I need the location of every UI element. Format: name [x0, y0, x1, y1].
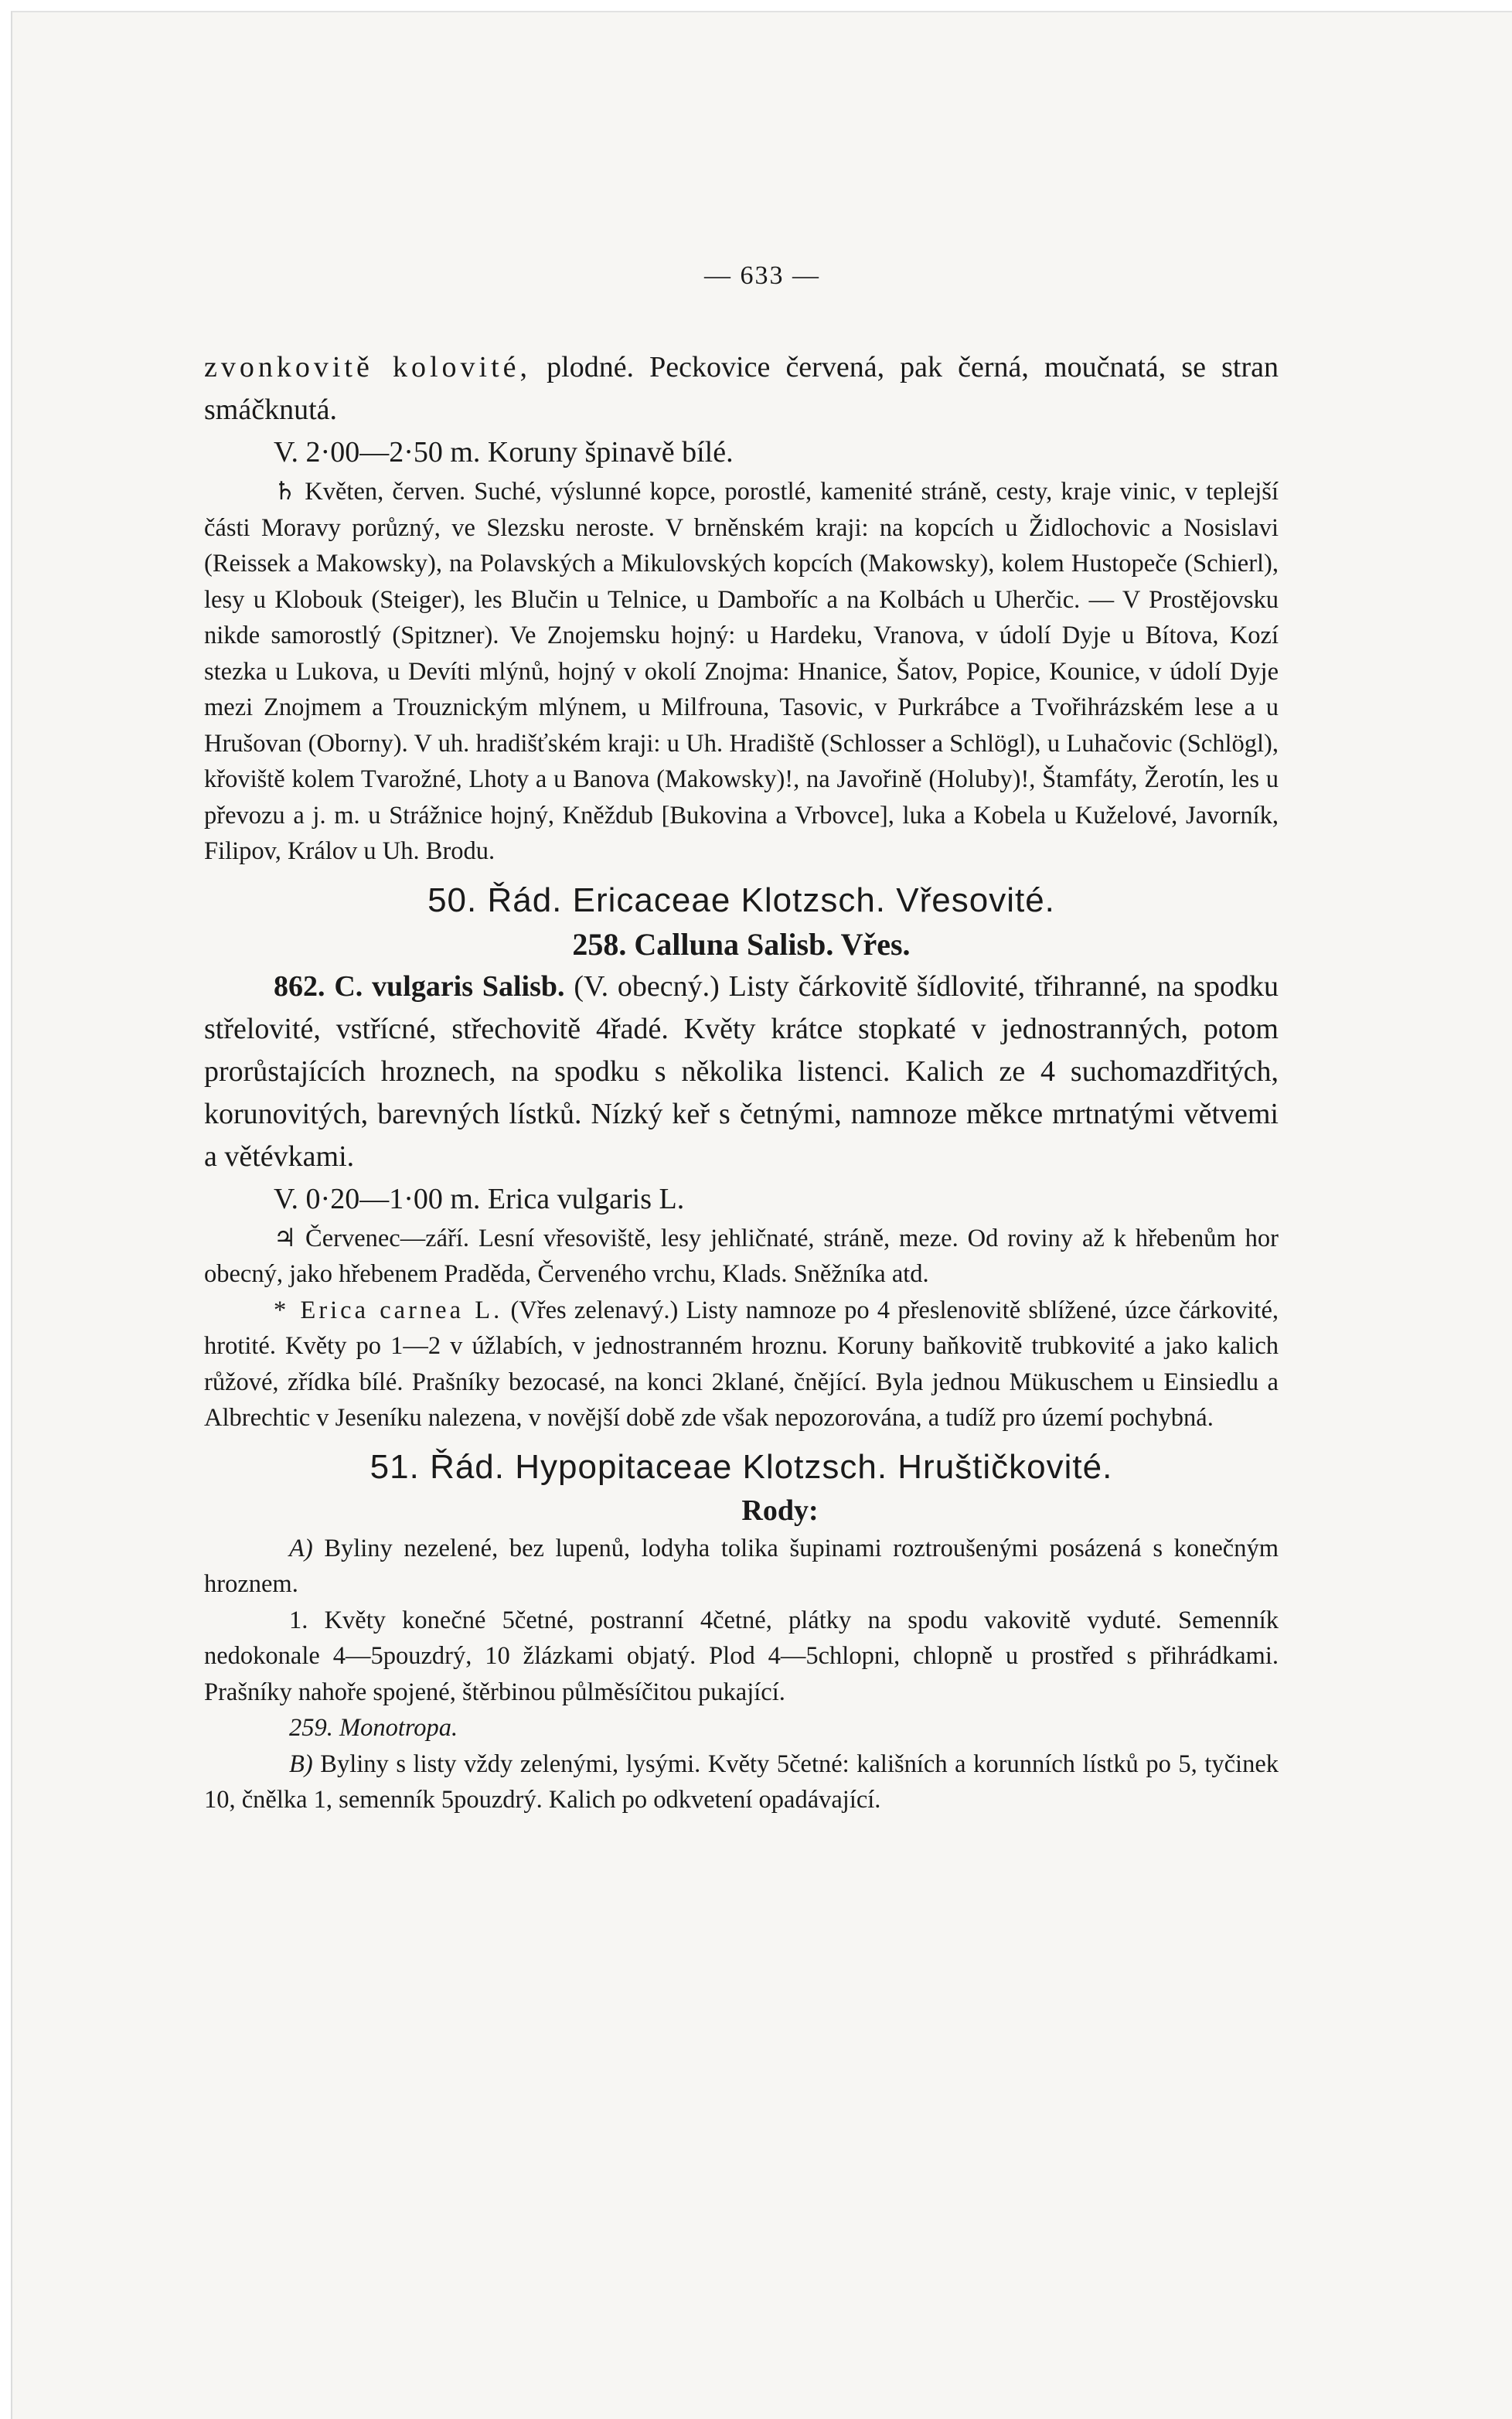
key-a-text: Byliny nezelené, bez lupenů, lodyha tolika šupinami roztroušenými posázená s konečným hroznem.: [204, 1534, 1279, 1598]
spaced-text: zvonkovitě kolovité,: [204, 351, 532, 383]
species-description: (V. obecný.) Listy čárkovitě šídlovité, třihranné, na spodku střelovité, vstřícné, střechovitě 4řadé. Květy krátce stopkaté v jednostranných, potom prorůstajících hroznech, na spodku s několika listenci. Kalich ze 4 suchomazdřitých, korunovitých, barevných lístků. Nízký keř s četnými, namnoze měkce mrtnatými větvemi a větévkami.: [204, 969, 1279, 1173]
page-content: [204, 346, 1279, 1818]
key-b: [204, 1746, 1279, 1818]
rody-heading: Rody:: [741, 1494, 819, 1527]
key-a: [204, 1531, 1279, 1603]
species-862: [204, 966, 1279, 1178]
erica-name: * Erica carnea L.: [274, 1296, 503, 1324]
paragraph-size: V. 2·00—2·50 m. Koruny špinavě bílé.: [274, 436, 734, 468]
paragraph-text: plodné. Peckovice červená, pak černá, moučnatá, se stran smáčknutá.: [204, 351, 1279, 426]
key-1: [204, 1603, 1279, 1746]
paragraph-distribution: ♄ Květen, červen. Suché, výslunné kopce, porostlé, kamenité stráně, cesty, kraje vinic, v teplejší části Moravy porůzný, ve Slezsku neroste. V brněnském kraji: na kopcích u Židlochovic a Nosislavi (Reissek a Makowsky), na Polavských a Mikulovských kopcích (Makowsky), kolem Hustopeče (Schierl), lesy u Klobouk (Steiger), les Blučin u Telnice, u Damboříc a na Kolbách u Uherčic. — V Prostějovsku nikde samorostlý (Spitzner). Ve Znojemsku hojný: u Hardeku, Vranova, v údolí Dyje u Bítova, Kozí stezka u Lukova, u Devíti mlýnů, hojný v okolí Znojma: Hnanice, Šatov, Popice, Kounice, v údolí Dyje mezi Znojmem a Trouznickým mlýnem, u Milfrouna, Tasovic, v Purkrábce a Tvořihrázském lese a u Hrušovan (Oborny). V uh. hradišťském kraji: u Uh. Hradiště (Schlosser a Schlögl), u Luhačovic (Schlögl), křoviště kolem Tvarožné, Lhoty a u Banova (Makowsky)!, na Javořině (Holuby)!, Štamfáty, Žerotín, les u převozu a j. m. u Strážnice hojný, Kněždub [Bukovina a Vrbovce], luka a Kobela u Kuželové, Javorník, Filipov, Králov u Uh. Brodu.: [204, 478, 1279, 865]
key-b-text: Byliny s listy vždy zelenými, lysými. Květy 5četné: kališních a korunních lístků po 5, tyčinek 10, čnělka 1, semenník 5pouzdrý. Kalich po odkvetení opadávající.: [204, 1750, 1279, 1814]
genus-heading-258: 258. Calluna Salisb. Vřes.: [572, 926, 911, 962]
erica-text: (Vřes zelenavý.) Listy namnoze po 4 přeslenovitě sblížené, úzce čárkovité, hrotité. Květy po 1—2 v úžlabích, v jednostranném hroznu. Koruny baňkovitě trubkovité a jako kalich růžové, zřídka bílé. Prašníky bezocasé, na konci 2klané, čnějící. Byla jednou Mükuschem u Einsiedlu a Albrechtic v Jeseníku nalezena, v novější době zde však nepozorována, a tudíž pro území pochybná.: [204, 1296, 1279, 1432]
species-size: V. 0·20—1·00 m. Erica vulgaris L.: [274, 1182, 685, 1215]
order-heading-51: 51. Řád. Hypopitaceae Klotzsch. Hruštičkovité.: [369, 1447, 1113, 1486]
key-b-label: B): [289, 1750, 313, 1778]
erica-carnea-paragraph: [204, 1293, 1279, 1436]
species-number: 862.: [274, 969, 325, 1003]
species-name: C. vulgaris Salisb.: [334, 969, 565, 1003]
key-1-text: 1. Květy konečné 5četné, postranní 4četné, plátky na spodu vakovitě vyduté. Semenník nedokonale 4—5pouzdrý, 10 žlázkami objatý. Plod 4—5chlopni, chlopně u prostřed s přihrádkami. Prašníky nahoře spojené, štěrbinou půlměsíčitou pukající.: [204, 1606, 1279, 1706]
page-number: — 633 —: [704, 261, 820, 290]
book-page: [11, 11, 1512, 2419]
order-heading-50: 50. Řád. Ericaceae Klotzsch. Vřesovité.: [427, 881, 1055, 919]
key-a-label: A): [289, 1534, 313, 1562]
paragraph-fruit: [204, 346, 1279, 431]
genus-ref-monotropa: 259. Monotropa.: [289, 1714, 458, 1742]
species-flowering: ♃ Červenec—září. Lesní vřesoviště, lesy jehličnaté, stráně, meze. Od roviny až k hřebenům hor obecný, jako hřebenem Praděda, Červeného vrchu, Klads. Sněžníka atd.: [204, 1224, 1279, 1288]
